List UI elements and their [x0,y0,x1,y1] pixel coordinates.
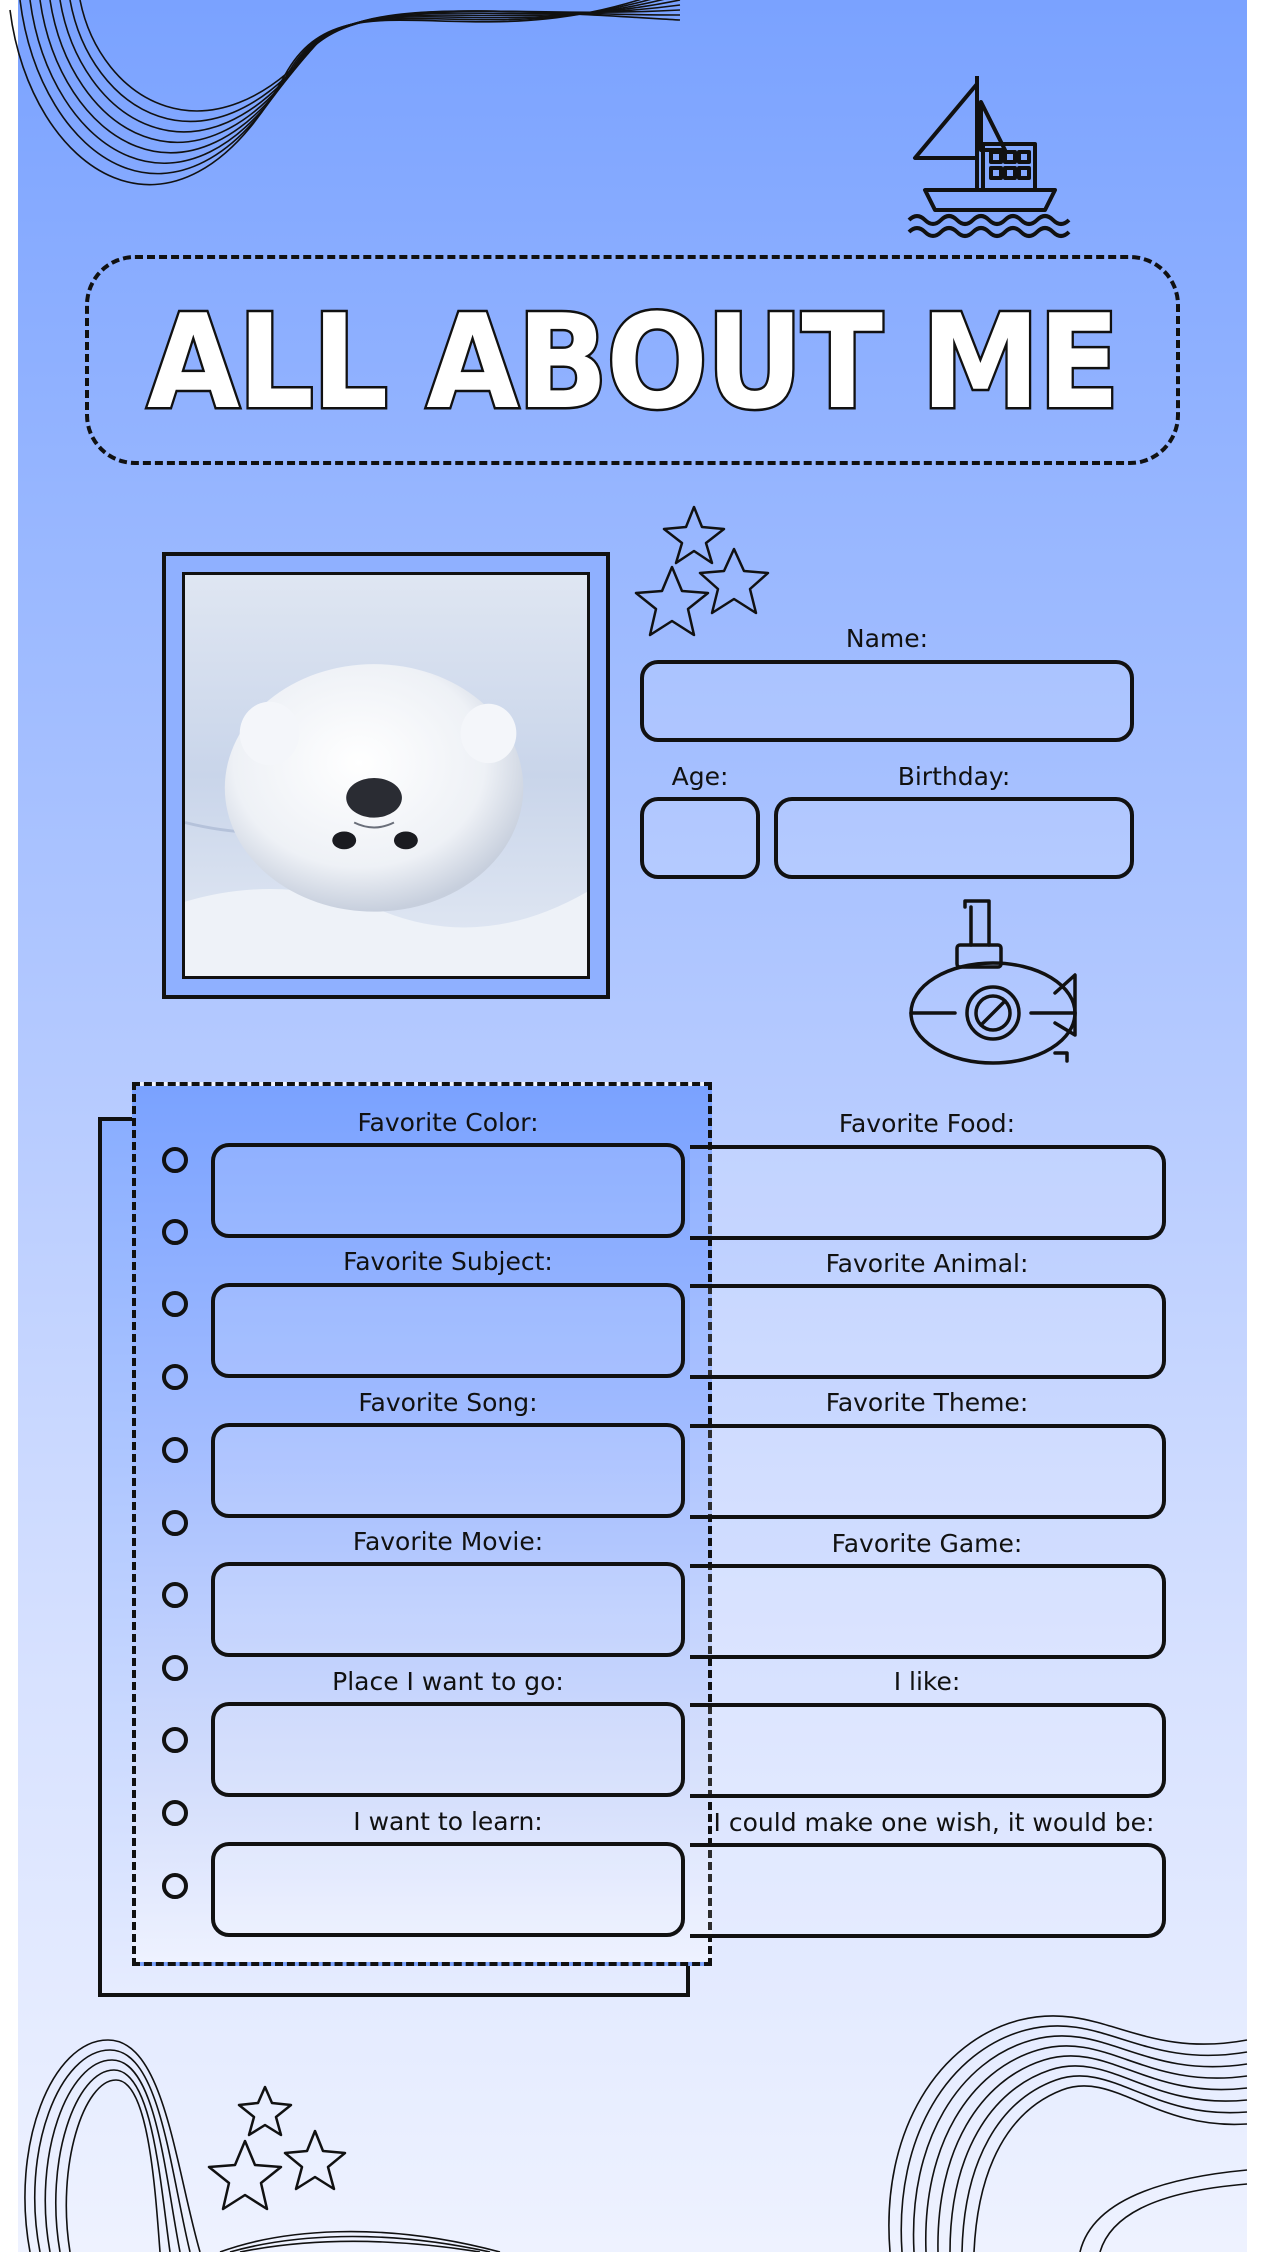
name-field[interactable] [640,660,1134,742]
binder-hole [162,1727,188,1753]
age-label: Age: [671,762,729,791]
wish-label: I could make one wish, it would be: [713,1808,1155,1837]
favorite-food-label: Favorite Food: [838,1109,1016,1138]
favorite-subject-label: Favorite Subject: [343,1247,553,1276]
place-to-go-label: Place I want to go: [332,1667,564,1696]
page-title: ALL ABOUT ME [146,286,1118,438]
favorite-movie-label: Favorite Movie: [352,1527,544,1556]
binder-hole [162,1291,188,1317]
wave-lines-bottom-right-decoration [880,1980,1247,2252]
want-to-learn-label: I want to learn: [353,1807,543,1836]
i-like-label: I like: [893,1667,961,1696]
binder-hole [162,1437,188,1463]
binder-hole [162,1800,188,1826]
wave-lines-top-left-decoration [0,0,700,240]
favorite-color-field[interactable] [211,1143,685,1238]
name-label: Name: [845,624,929,653]
favorite-game-field[interactable] [690,1564,1166,1659]
binder-hole [162,1219,188,1245]
wish-field[interactable] [690,1843,1166,1938]
favorite-animal-field[interactable] [690,1284,1166,1379]
favorite-color-label: Favorite Color: [357,1108,539,1137]
favorite-animal-label: Favorite Animal: [825,1249,1029,1278]
favorite-game-label: Favorite Game: [831,1529,1023,1558]
binder-hole [162,1364,188,1390]
right-margin [1247,0,1267,2252]
birthday-field[interactable] [774,797,1134,879]
favorite-song-field[interactable] [211,1423,685,1518]
photo-frame [162,552,610,999]
favorite-theme-field[interactable] [690,1424,1166,1519]
birthday-label: Birthday: [897,762,1011,791]
place-to-go-field[interactable] [211,1702,685,1797]
favorite-theme-label: Favorite Theme: [825,1388,1029,1417]
binder-hole [162,1510,188,1536]
favorite-song-label: Favorite Song: [358,1388,538,1417]
left-margin [0,0,18,2252]
favorite-movie-field[interactable] [211,1562,685,1657]
seal-photo [182,572,590,979]
binder-hole [162,1147,188,1173]
title-banner [85,255,1180,465]
age-field[interactable] [640,797,760,879]
stars-icon [205,2085,350,2215]
binder-hole [162,1873,188,1899]
favorite-food-field[interactable] [690,1145,1166,1240]
want-to-learn-field[interactable] [211,1842,685,1937]
favorite-subject-field[interactable] [211,1283,685,1378]
submarine-icon [905,895,1085,1070]
binder-hole [162,1582,188,1608]
binder-hole [162,1655,188,1681]
i-like-field[interactable] [690,1703,1166,1798]
sailboat-icon [905,72,1080,237]
